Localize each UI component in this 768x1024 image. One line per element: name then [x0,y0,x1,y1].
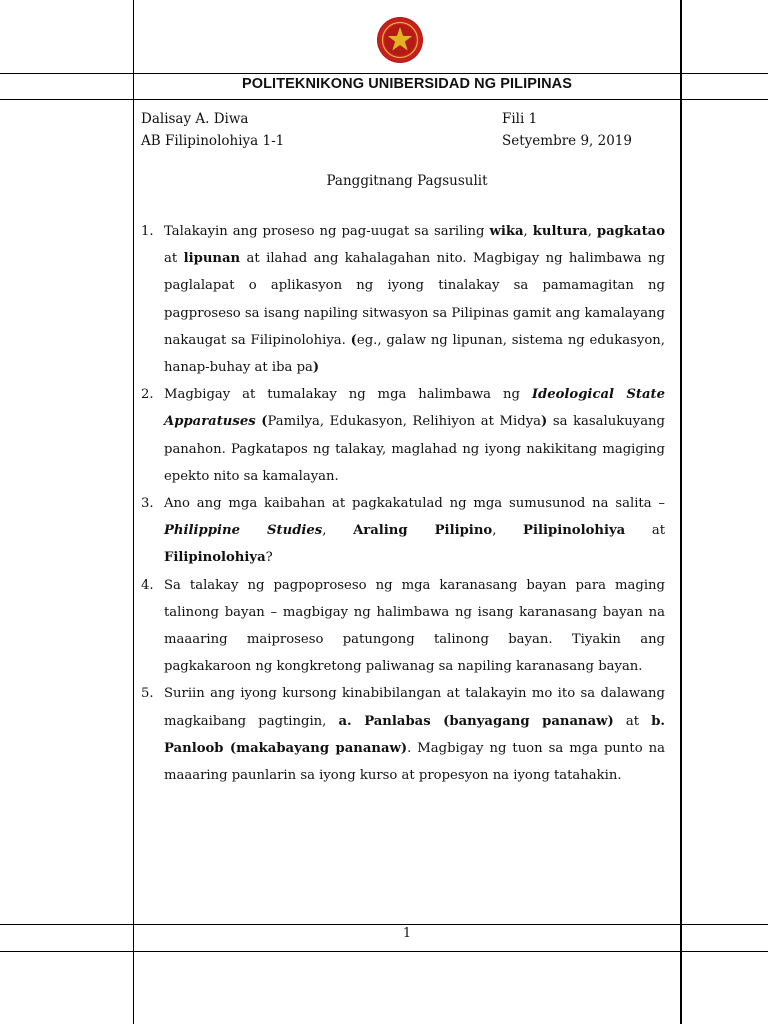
question-text-run: Suriin ang iyong kursong kinabibilangan at talakayin mo ito sa dalawang magkaibang pagtingin, [164,686,665,729]
question-item [141,490,665,572]
question-text-run: Pamilya, Edukasyon, Relihiyon at Midya [267,414,542,430]
question-text-run: Ano ang mga kaibahan at pagkakatulad ng mga sumusunod na salita – [164,496,665,512]
emphasized-term: Philippine Studies [164,523,323,539]
bold-term: a. Panlabas (banyagang pananaw) [338,713,614,729]
bold-term: Filipinolohiya [164,550,266,566]
student-info [141,108,284,152]
question-number: 4. [141,577,154,593]
bold-term: ( [261,414,268,430]
bold-term: ( [350,332,357,348]
question-number: 3. [141,496,154,512]
university-name: POLITEKNIKONG UNIBERSIDAD NG PILIPINAS [241,76,573,92]
question-text [164,381,665,490]
bold-term: kultura [532,224,588,239]
header-top-rule [0,73,768,74]
right-margin-line [680,0,682,1024]
question-text-run: at [613,713,652,729]
emphasized-term: Ideological State Apparatuses [164,387,665,430]
university-seal-logo [376,16,424,64]
course-info [502,108,632,152]
bold-term: pagkatao [596,224,666,239]
question-text-run: at [164,251,184,267]
question-text-run: ? [265,550,273,566]
bold-term: ) [312,360,320,376]
bold-term: lipunan [183,251,241,267]
question-item [141,572,665,681]
question-text [164,680,665,789]
bold-term: wika [489,224,524,239]
footer-bottom-rule [0,951,768,952]
question-number: 1. [141,224,154,239]
question-text [164,490,665,572]
question-item [141,381,665,490]
question-text-run: sa kasalukuyang panahon. Pagkatapos ng talakay, maglahad ng iyong nakikitang magiging epekto nito sa kamalayan. [164,414,665,484]
question-item [141,680,665,789]
course-code: Fili 1 [502,111,538,127]
question-text-run: . Magbigay ng tuon sa mga punto na maaaring paunlarin sa iyong kurso at propesyon na iyong tatahakin. [164,740,665,784]
question-number: 5. [141,686,154,702]
question-text [164,572,665,681]
question-text-run: , [523,224,533,239]
left-margin-line [133,0,134,1024]
question-number: 2. [141,387,154,403]
question-text-run: Magbigay at tumalakay ng mga halimbawa ng [164,387,532,403]
question-text-run: Talakayin ang proseso ng pag-uugat sa sariling [164,224,490,239]
question-text [164,218,665,381]
question-item [141,218,665,381]
student-name: Dalisay A. Diwa [141,111,249,127]
question-text-run: Sa talakay ng pagpoproseso ng mga karanasang bayan para maging talinong bayan – magbigay ng halimbawa ng isang karanasang bayan na maaaring maiproseso patungong talinong bayan. Tiyakin ang pagkakaroon ng kongkretong paliwanag sa napiling karanasang bayan. [164,577,665,675]
bold-term: Pilipinolohiya [523,523,626,539]
question-text-run: at ilahad ang kahalagahan nito. Magbigay ng halimbawa ng paglalapat o aplikasyon ng iyong tinalakay sa pamamagitan ng pagproseso sa isang napiling sitwasyon sa Pilipinas gamit ang kamalayang nakaugat sa Filipinolohiya. [164,251,665,348]
question-text-run: at [625,523,665,539]
question-text-run: , [492,523,524,539]
question-text-run: , [587,224,597,239]
question-list [141,218,665,789]
bold-term: Araling Pilipino [353,523,493,539]
header-bottom-rule [0,99,768,100]
question-text-run: , [322,523,354,539]
exam-title: Panggitnang Pagsusulit [326,173,488,189]
question-text-run: eg., galaw ng lipunan, sistema ng edukasyon, hanap-buhay at iba pa [164,332,665,376]
page-number: 1 [402,926,412,941]
bold-term: ) [541,414,548,430]
exam-date: Setyembre 9, 2019 [502,133,632,149]
bold-term: b. Panloob (makabayang pananaw) [164,713,665,756]
student-section: AB Filipinolohiya 1-1 [141,133,285,149]
